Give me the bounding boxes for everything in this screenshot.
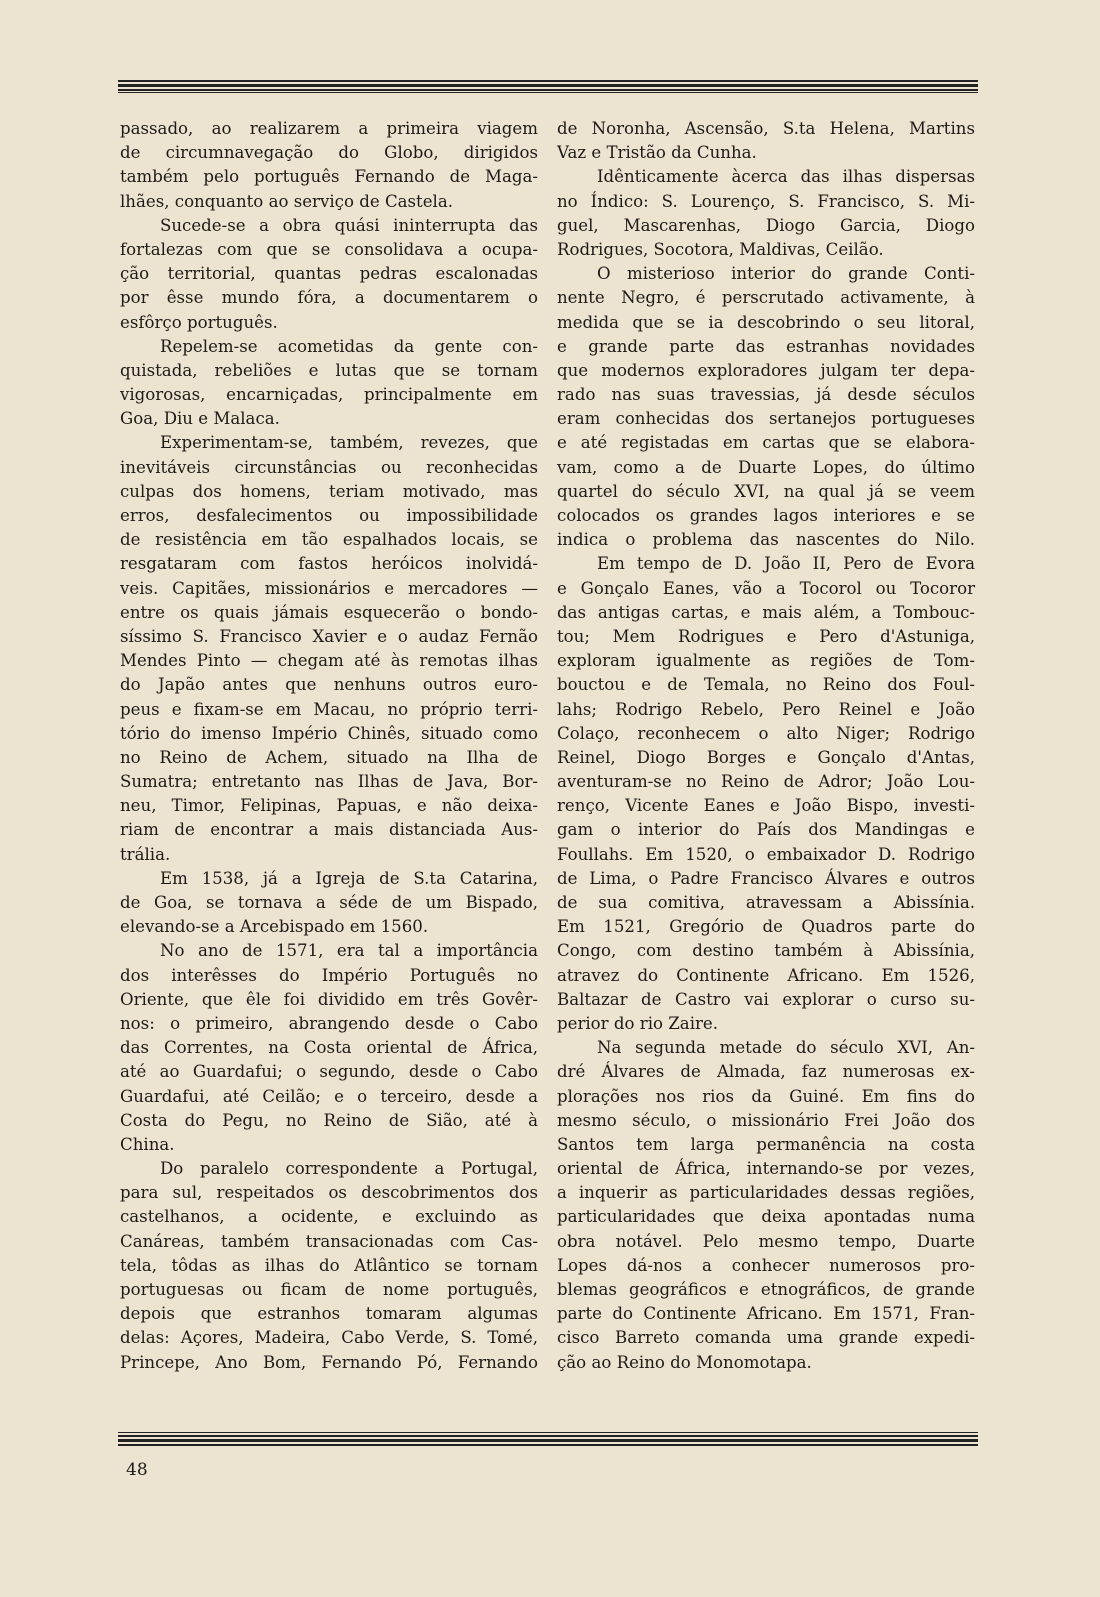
text-line: síssimo S. Francisco Xavier e o audaz Fernão <box>120 626 538 646</box>
text-line: das antigas cartas, e mais além, a Tombouc- <box>557 602 975 622</box>
text-line: por êsse mundo fóra, a documentarem o <box>120 288 538 308</box>
text-line: no Índico: S. Lourenço, S. Francisco, S. Mi- <box>557 191 975 211</box>
text-line: de circumnavegação do Globo, dirigidos <box>120 143 538 163</box>
text-line: No ano de 1571, era tal a importância <box>160 941 538 961</box>
text-line: e até registadas em cartas que se elabora- <box>557 433 975 453</box>
text-line: Reinel, Diogo Borges e Gonçalo d'Antas, <box>557 747 975 767</box>
text-line: nente Negro, é perscrutado activamente, à <box>557 288 975 308</box>
text-line: até ao Guardafui; o segundo, desde o Cabo <box>120 1062 538 1082</box>
text-line: de resistência em tão espalhados locais, se <box>120 530 538 550</box>
text-line: Guardafui, até Ceilão; e o terceiro, desde a <box>120 1086 538 1106</box>
text-line: oriental de África, internando-se por vezes, <box>557 1159 975 1179</box>
text-line: Canáreas, também transacionadas com Cas- <box>120 1231 538 1251</box>
text-line: inevitáveis circunstâncias ou reconhecidas <box>120 457 538 477</box>
text-line: Oriente, que êle foi dividido em três Govêr- <box>120 989 538 1009</box>
text-line: lhães, conquanto ao serviço de Castela. <box>120 191 454 211</box>
text-line: castelhanos, a ocidente, e excluindo as <box>120 1207 538 1227</box>
text-line: tório do imenso Império Chinês, situado como <box>120 723 538 743</box>
text-line: China. <box>120 1134 175 1154</box>
text-line: cisco Barreto comanda uma grande expedi- <box>557 1328 975 1348</box>
top-rule <box>118 80 978 94</box>
text-line: vam, como a de Duarte Lopes, do último <box>557 457 975 477</box>
text-line: Repelem-se acometidas da gente con- <box>160 336 538 356</box>
text-line: indica o problema das nascentes do Nilo. <box>557 530 975 550</box>
text-line: Experimentam-se, também, revezes, que <box>160 433 538 453</box>
text-line: tela, tôdas as ilhas do Atlântico se tornam <box>120 1255 538 1275</box>
text-line: aventuram-se no Reino de Adror; João Lou- <box>557 772 975 792</box>
text-line: mesmo século, o missionário Frei João dos <box>557 1110 975 1130</box>
text-line: Em tempo de D. João II, Pero de Evora <box>597 554 975 574</box>
text-line: Princepe, Ano Bom, Fernando Pó, Fernando <box>120 1352 538 1372</box>
text-line: portuguesas ou ficam de nome português, <box>120 1280 538 1299</box>
text-line: esfôrço português. <box>120 312 278 332</box>
text-line: Baltazar de Castro vai explorar o curso su- <box>557 989 975 1009</box>
bottom-rule <box>118 1432 978 1446</box>
text-line: Foullahs. Em 1520, o embaixador D. Rodrigo <box>557 844 975 864</box>
text-line: colocados os grandes lagos interiores e se <box>557 506 975 525</box>
text-line: Idênticamente àcerca das ilhas dispersas <box>597 167 975 187</box>
right-column <box>557 117 975 1375</box>
text-line: ção ao Reino do Monomotapa. <box>557 1352 812 1372</box>
text-line: peus e fixam-se em Macau, no próprio terri- <box>120 699 538 719</box>
text-line: delas: Açores, Madeira, Cabo Verde, S. Tomé, <box>120 1328 538 1348</box>
text-line: particularidades que deixa apontadas numa <box>557 1207 975 1227</box>
text-line: do Japão antes que nenhuns outros euro- <box>120 675 538 695</box>
text-line: erros, desfalecimentos ou impossibilidade <box>120 506 538 525</box>
text-line: riam de encontrar a mais distanciada Aus- <box>120 820 538 840</box>
text-line: veis. Capitães, missionários e mercadores — <box>120 578 538 598</box>
text-line: elevando-se a Arcebispado em 1560. <box>120 917 429 937</box>
text-line: plorações nos rios da Guiné. Em fins do <box>557 1086 975 1106</box>
text-line: entre os quais jámais esquecerão o bondo- <box>120 602 538 622</box>
text-line: perior do rio Zaire. <box>557 1013 719 1033</box>
text-line: passado, ao realizarem a primeira viagem <box>120 119 538 138</box>
text-line: também pelo português Fernando de Maga- <box>120 167 538 187</box>
text-line: Mendes Pinto — chegam até às remotas ilhas <box>120 651 538 671</box>
text-line: Em 1521, Gregório de Quadros parte do <box>557 917 975 937</box>
text-line: e Gonçalo Eanes, vão a Tocorol ou Tocoror <box>557 578 975 598</box>
text-line: gam o interior do País dos Mandingas e <box>557 820 975 840</box>
text-line: dré Álvares de Almada, faz numerosas ex- <box>557 1062 975 1082</box>
text-line: medida que se ia descobrindo o seu litoral, <box>557 312 975 332</box>
text-line: Lopes dá-nos a conhecer numerosos pro- <box>557 1255 975 1275</box>
text-line: Vaz e Tristão da Cunha. <box>557 143 757 163</box>
text-line: blemas geográficos e etnográficos, de grande <box>557 1280 975 1299</box>
text-line: lahs; Rodrigo Rebelo, Pero Reinel e João <box>557 699 975 719</box>
text-line: parte do Continente Africano. Em 1571, Fran- <box>557 1304 975 1324</box>
text-line: que modernos exploradores julgam ter depa- <box>557 360 975 380</box>
text-line: renço, Vicente Eanes e João Bispo, investi- <box>557 796 975 816</box>
text-line: exploram igualmente as regiões de Tom- <box>557 651 975 671</box>
text-line: obra notável. Pelo mesmo tempo, Duarte <box>557 1231 975 1251</box>
text-line: guel, Mascarenhas, Diogo Garcia, Diogo <box>557 215 975 235</box>
text-line: para sul, respeitados os descobrimentos dos <box>120 1183 538 1203</box>
text-line: Colaço, reconhecem o alto Niger; Rodrigo <box>557 723 975 743</box>
text-line: Em 1538, já a Igreja de S.ta Catarina, <box>160 868 538 888</box>
text-line: bouctou e de Temala, no Reino dos Foul- <box>557 675 975 695</box>
text-line: tou; Mem Rodrigues e Pero d'Astuniga, <box>557 626 975 646</box>
text-line: eram conhecidas dos sertanejos portugueses <box>557 409 975 429</box>
text-line: de sua comitiva, atravessam a Abissínia. <box>557 893 975 912</box>
text-line: Costa do Pegu, no Reino de Sião, até à <box>120 1110 538 1130</box>
text-line: fortalezas com que se consolidava a ocupa- <box>120 239 538 259</box>
text-line: a inquerir as particularidades dessas regiões, <box>557 1183 975 1203</box>
text-line: quartel do século XVI, na qual já se veem <box>557 481 975 501</box>
text-line: Congo, com destino também à Abissínia, <box>557 941 975 961</box>
text-line: Sucede-se a obra quási ininterrupta das <box>160 215 538 235</box>
page-number: 48 <box>126 1460 148 1480</box>
text-line: rado nas suas travessias, já desde séculos <box>557 385 975 405</box>
text-line: depois que estranhos tomaram algumas <box>120 1304 538 1324</box>
text-line: de Goa, se tornava a séde de um Bispado, <box>120 893 538 912</box>
text-line: e grande parte das estranhas novidades <box>557 336 975 356</box>
text-line: resgataram com fastos heróicos inolvidá- <box>120 554 538 574</box>
text-line: nos: o primeiro, abrangendo desde o Cabo <box>120 1013 538 1033</box>
text-line: das Correntes, na Costa oriental de África, <box>120 1038 538 1058</box>
text-line: de Noronha, Ascensão, S.ta Helena, Martins <box>557 119 975 138</box>
text-line: Sumatra; entretanto nas Ilhas de Java, Bor- <box>120 772 538 792</box>
text-line: neu, Timor, Felipinas, Papuas, e não deixa- <box>120 796 538 816</box>
left-column <box>120 117 538 1375</box>
text-line: no Reino de Achem, situado na Ilha de <box>120 747 538 767</box>
text-line: quistada, rebeliões e lutas que se tornam <box>120 360 538 380</box>
text-line: Santos tem larga permanência na costa <box>557 1134 975 1154</box>
text-line: Na segunda metade do século XVI, An- <box>597 1038 975 1058</box>
text-line: O misterioso interior do grande Conti- <box>597 264 975 284</box>
text-line: vigorosas, encarniçadas, principalmente em <box>120 385 538 405</box>
text-line: culpas dos homens, teriam motivado, mas <box>120 481 538 501</box>
text-line: de Lima, o Padre Francisco Álvares e outros <box>557 868 975 888</box>
text-line: trália. <box>120 844 171 864</box>
text-line: dos interêsses do Império Português no <box>120 965 538 985</box>
text-line: Rodrigues, Socotora, Maldivas, Ceilão. <box>557 239 884 259</box>
text-line: atravez do Continente Africano. Em 1526, <box>557 965 975 985</box>
text-line: ção territorial, quantas pedras escalonadas <box>120 264 538 284</box>
text-line: Goa, Diu e Malaca. <box>120 409 280 429</box>
text-line: Do paralelo correspondente a Portugal, <box>160 1159 538 1179</box>
